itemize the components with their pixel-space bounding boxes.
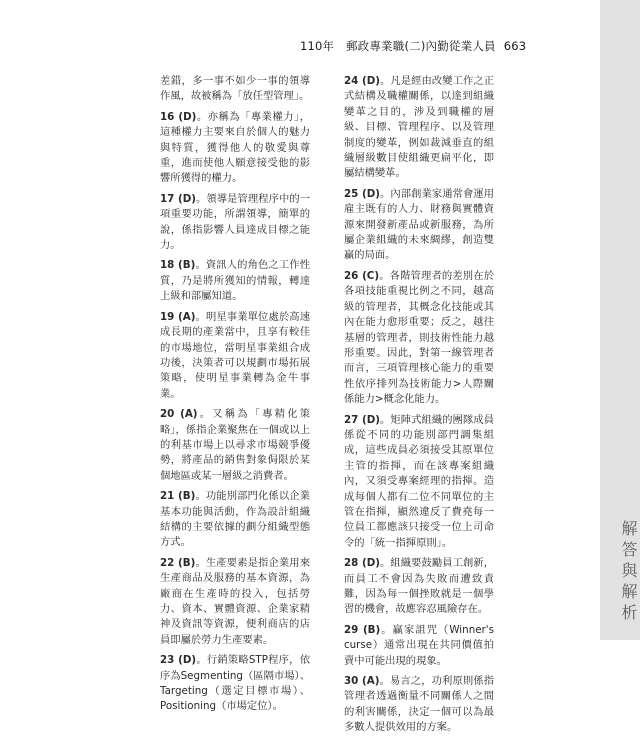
answer-text: 。又稱為「專精化策略」，係指企業聚焦在一個或以上的利基市場上以尋求市場競爭優勢，將產品的銷售對象侷限於某個地區或某一層級之消費者。: [160, 408, 310, 482]
answer-number: 25 (D): [344, 187, 380, 200]
answer-number: 28 (D): [344, 557, 380, 570]
answer-entry: [160, 258, 310, 304]
answer-number: 19 (A): [160, 310, 196, 323]
answer-entry: [160, 192, 310, 254]
answer-number: 23 (D): [160, 654, 197, 667]
header-title: 110年 郵政專業職(二)內勤從業人員: [300, 39, 496, 53]
answer-entry: [344, 413, 494, 552]
answer-entry: [160, 74, 310, 105]
page-number: 663: [503, 39, 527, 53]
answer-number: 20 (A): [160, 408, 198, 421]
answer-entry: [160, 110, 310, 187]
answer-text: 。明星事業單位處於高速成長期的產業當中，且享有較佳的市場地位，當明星事業組合成功後，決策者可以規劃市場拓展策略，使明星事業轉為金牛事業。: [160, 310, 311, 400]
answer-number: 30 (A): [344, 675, 380, 688]
answer-number: 24 (D): [344, 75, 380, 87]
answer-text: 。矩陣式組織的團隊成員係從不同的功能別部門調集組成，這些成員必須接受其原單位主管的指揮，而在該專案組織內，又須受專案經理的指揮。造成每個人都有二位不同單位的主管在指揮，顯然違反了費堯每一位員工都應該只接受一位上司命令的「統一指揮原則」。: [344, 413, 495, 549]
answer-entry: [344, 187, 494, 264]
answer-text: 。生產要素是指企業用來生產商品及服務的基本資源，為廠商在生產時的投入，包括勞力、資本、實體資源、企業家精神及資訊等資源，便利商店的店員即屬於勞力生產要素。: [160, 556, 310, 646]
answer-number: 26 (C): [344, 269, 380, 282]
answer-text: 。領導是管理程序中的一項重要功能，所謂領導，簡單的說，係指影響人員達成目標之能力。: [160, 192, 311, 252]
side-tab-label: 解答與解析: [619, 520, 638, 625]
answer-number: 16 (D): [160, 110, 197, 123]
answer-entry: [344, 74, 494, 182]
page-header: [300, 38, 527, 54]
answer-text: 。凡是經由改變工作之正式結構及職權關係，以達到組織變革之目的，涉及到職權的層級、目標、管理程序、以及管理制度的變革，例如裁減垂直的組織層級數目使組織更扁平化，即屬結構變革。: [344, 75, 495, 180]
answer-entry: [344, 556, 494, 618]
answer-text: 。組織要鼓勵員工創新，而員工不會因為失敗而遭致責難，因為每一個挫敗就是一個學習的機會，故應容忍風險存在。: [344, 557, 495, 616]
answer-text: 。內部創業家通常會運用雇主既有的人力、財務與實體資源來開發新產品或新服務，為所屬企業組織的未來綢繆，創造雙贏的局面。: [344, 187, 495, 262]
answer-number: 17 (D): [160, 192, 196, 205]
answer-entry: [344, 269, 494, 408]
answer-text: 。行銷策略STP程序，依序為Segmenting（區隔市場）、Targeting（選定目標市場）、Positioning（市場定位）。: [160, 654, 310, 713]
side-tab: [600, 0, 640, 640]
answer-text: 。贏家詛咒（Winner's curse）通常出現在共同價值拍賣中可能出現的現象。: [344, 623, 494, 667]
answer-text: 。功能別部門化係以企業基本功能與活動，作為設計組織結構的主要依據的劃分組織型態方式。: [160, 490, 310, 549]
answer-text: 。亦稱為「專業權力」，這種權力主要來自於個人的魅力與特質，獲得他人的敬愛與尊重，進而使他人願意接受他的影響所獲得的權力。: [160, 110, 310, 185]
answer-entry: [344, 623, 494, 669]
answer-entry: [160, 653, 310, 715]
answer-entry: [160, 556, 310, 648]
answer-text: 。各階管理者的差別在於各項技能重視比例之不同，越高級的管理者，其概念化技能或其內在能力愈形重要；反之，越往基層的管理者，則技術性能力越形重要。因此，對第一線管理者而言，三項管理核心能力的重要性依序排列為技術能力>人際關係能力>概念化能力。: [344, 269, 495, 406]
answer-number: 21 (B): [160, 490, 196, 503]
answer-number: 27 (D): [344, 413, 380, 426]
answer-number: 22 (B): [160, 556, 196, 569]
answer-entry: [160, 489, 310, 551]
answer-number: 18 (B): [160, 259, 196, 272]
left-column: [160, 74, 310, 720]
right-column: [344, 74, 494, 741]
answer-entry: [160, 310, 310, 402]
answer-entry: [160, 407, 310, 484]
answer-text: 。易言之，功利原則係指管理者透過衡量不同關係人之間的利害關係，決定一個可以為最多數人提供效用的方案。: [344, 675, 495, 734]
answer-entry: [344, 674, 494, 736]
answer-number: 29 (B): [344, 623, 381, 636]
answer-text: 差錯，多一事不如少一事的領導作風，故被稱為「放任型管理」。: [160, 75, 310, 103]
answer-text: 。資訊人的角色之工作性質，乃是將所獲知的情報，轉達上級和部屬知道。: [160, 259, 310, 303]
